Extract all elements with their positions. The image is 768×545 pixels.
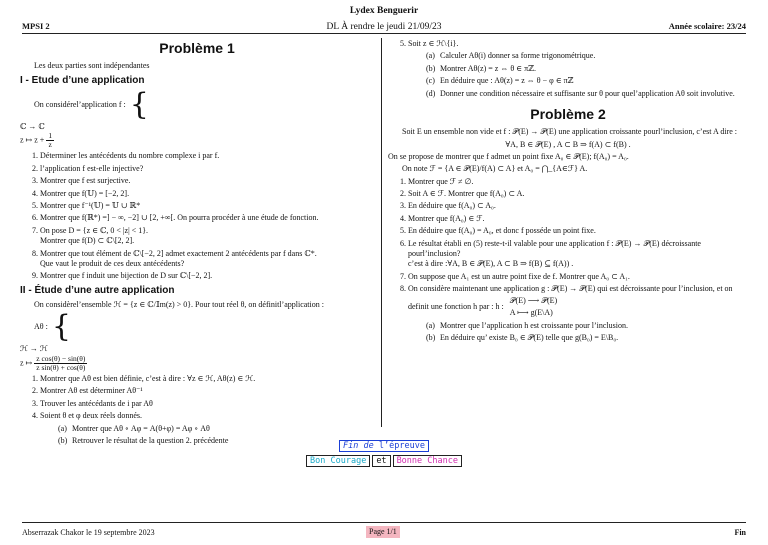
q2-4-a-text: Montrer que Aθ ∘ Aφ = A(θ+φ) = Aφ ∘ Aθ (72, 423, 210, 433)
part1-questions (20, 151, 374, 281)
a-frac-num: z cos(θ) − sin(θ) (36, 353, 86, 363)
a-line1: ℋ → ℋ (20, 344, 48, 354)
school-name: Lydex Benguerir (349, 6, 419, 16)
function-f-prefix: On considérel’application f : (34, 99, 126, 109)
problem1-intro: Les deux parties sont indépendantes (34, 61, 150, 71)
f-frac-num: 1 (48, 130, 53, 140)
a-frac-den: z sin(θ) + cos(θ) (36, 362, 86, 372)
right-column (388, 37, 748, 345)
q1-7-text: On pose D = {z ∈ ℂ, 0 < |z| < 1}. (40, 225, 149, 235)
part2-intro: On considèrel’ensemble ℋ = {z ∈ ℂ/𝕀m(z) > 0}. Pour tout réel θ, on définitl’application : (34, 299, 324, 309)
q1-1: 1. Déterminer les antécédents du nombre complexe i par f. (40, 151, 374, 161)
q2-5-c-text: En déduire que : Aθ(z) = z ⇔ θ − φ ∈ πℤ (440, 76, 574, 86)
part2-questions-cont (388, 39, 748, 99)
p2-q3: 3. En déduire que f(A₀) ⊂ A₀. (408, 201, 748, 211)
p2-q8 (408, 284, 748, 343)
a-line2 (20, 355, 374, 373)
p2-q6 (408, 239, 748, 270)
p2-q8-subquestions (408, 321, 748, 344)
footer-fin: Fin (734, 528, 746, 537)
h-definition (510, 295, 557, 319)
footer-rule (22, 522, 746, 523)
function-f-definition (20, 86, 374, 122)
left-column (20, 37, 374, 448)
bon-courage-box: Bon Courage (306, 455, 370, 467)
q1-3: 3. Montrer que f est surjective. (40, 176, 374, 186)
p2-q8-text: On considère maintenant une application g : 𝒫(E) → 𝒫(E) qui est décroissante pour l’inclusion, et on definit une fonction h par : h : (408, 284, 733, 311)
f-line2 (20, 132, 374, 150)
header-rule (22, 33, 746, 34)
p2-q8-a-label: (a) (426, 320, 435, 330)
q2-5-a (426, 51, 748, 61)
footer-author: Abserrazak Chakor le 19 septembre 2023 (22, 528, 155, 537)
p2-q7: 7. On suppose que A₁ est un autre point fixe de f. Montrer que A₀ ⊂ A₁. (408, 272, 748, 282)
problem1-title: Problème 1 (159, 40, 235, 56)
a-line2-text: z ↦ (20, 358, 33, 368)
a-theta-label: Aθ : (34, 322, 48, 331)
problem2-title: Problème 2 (530, 105, 606, 122)
f-line2-text: z ↦ z + (20, 135, 45, 145)
q1-8-text: Montrer que tout élément de ℂ\[−2, 2] admet exactement 2 antécédents par f dans ℂ*. (40, 248, 317, 258)
q2-4-b-label: (b) (58, 436, 68, 445)
part1-title: I - Etude d’une application (20, 74, 145, 86)
page-header (22, 0, 746, 34)
h-line2: A ⟼ g(E\A) (509, 307, 553, 317)
p2-q2: 2. Soit A ∈ ℱ. Montrer que f(A₀) ⊂ A. (408, 189, 748, 199)
q1-7-extra: Montrer que f(D) ⊂ ℂ\[2, 2]. (40, 236, 135, 246)
part2-questions (20, 374, 374, 446)
croissance-def: ∀A, B ∈ 𝒫(E) , A ⊂ B ⇒ f(A) ⊂ f(B) . (505, 139, 631, 149)
q2-4-text: Soient θ et φ deux réels donnés. (40, 411, 142, 421)
q1-4: 4. Montrer que f(𝕌) = [−2, 2]. (40, 189, 374, 199)
q2-4-a (58, 424, 374, 434)
bonne-chance-box: Bonne Chance (393, 455, 462, 467)
q2-5-a-text: Calculer Aθ(i) donner sa forme trigonométrique. (440, 51, 596, 61)
q2-4-b-text: Retrouver le résultat de la question 2. précédente (72, 436, 229, 445)
q1-5: 5. Montrer que f⁻¹(𝕌) = 𝕌 ∪ ℝ* (40, 201, 374, 211)
q1-8-extra: Que vaut le produit de ces deux antécédents? (40, 258, 185, 268)
p2-q8-b-text: En déduire qu’ existe B₀ ∈ 𝒫(E) telle que g(B₀) = E\B₀. (440, 333, 619, 342)
q2-5-d-label: (d) (426, 88, 436, 98)
p2-q1: 1. Montrer que ℱ ≠ ∅. (408, 177, 748, 187)
q1-6: 6. Montrer que f(ℝ*) =] − ∞, −2] ∪ [2, +∞[. On pourra procéder à une étude de fonction. (40, 213, 374, 223)
assignment-title: DL À rendre le jeudi 21/09/23 (326, 22, 442, 32)
p2-q6-extra: c’est à dire :∀A, B ∈ 𝒫(E), A ⊂ B ⇒ f(B) ⊆ f(A)) . (408, 259, 574, 269)
q2-5-b (426, 64, 748, 74)
p2-q8-b-label: (b) (426, 333, 436, 342)
a-theta-brace: { (51, 309, 71, 345)
q2-3: 3. Trouver les antécédants de i par Aθ (40, 399, 374, 409)
h-line1: 𝒫(E) ⟶ 𝒫(E) (509, 295, 558, 305)
p2-q6-text: Le résultat établi en (5) reste-t-il valable pour une application f : 𝒫(E) → 𝒫(E) décroissante pourl’inclusion? (408, 238, 701, 259)
problem2-goal: On se propose de montrer que f admet un point fixe A₀ ∈ 𝒫(E); f(A₀) = A₀. (388, 151, 629, 161)
epreuve-text: l’épreuve (378, 441, 425, 451)
p2-q8-a-text: Montrer que l’application h est croissante pour l’inclusion. (440, 320, 628, 330)
q1-7 (40, 226, 374, 247)
q2-5 (408, 39, 748, 99)
q2-4-a-label: (a) (58, 423, 67, 433)
p2-q8-b (426, 333, 748, 343)
part2-title: II - Étude d’une autre application (20, 284, 175, 296)
problem2-notation: On note ℱ = {A ∈ 𝒫(E)/f(A) ⊂ A} et A₀ = ⋂_{A∈ℱ} A. (402, 164, 588, 174)
column-separator (381, 38, 382, 427)
f-fraction (46, 132, 54, 150)
q2-5-subquestions (408, 51, 748, 99)
q2-5-c-label: (c) (426, 76, 435, 86)
f-line1: ℂ → ℂ (20, 121, 45, 131)
a-fraction (34, 355, 87, 373)
p2-q8-a (426, 321, 748, 331)
q1-8 (40, 249, 374, 270)
q2-5-d-text: Donner une condition nécessaire et suffisante sur θ pour quel’application Aθ soit involutive. (440, 88, 735, 98)
q2-5-b-text: Montrer Aθ(z) = z ⇔ θ ∈ πℤ. (440, 63, 536, 73)
q1-9: 9. Montrer que f induit une bijection de D sur ℂ\[−2, 2]. (40, 271, 374, 281)
fin-epreuve-box (339, 440, 429, 452)
f-frac-den: z (48, 140, 52, 150)
et-box: et (372, 455, 390, 467)
q2-5-a-label: (a) (426, 51, 435, 61)
problem2-intro: Soit E un ensemble non vide et f : 𝒫(E) → 𝒫(E) une application croissante pourl’inclusion, c’est A dire : (402, 127, 738, 137)
p2-q4: 4. Montrer que f(A₀) ∈ ℱ. (408, 214, 748, 224)
school-year: Année scolaire: 23/24 (668, 21, 746, 31)
q2-5-b-label: (b) (426, 63, 436, 73)
q2-5-text: Soit z ∈ ℋ\{i}. (408, 39, 459, 48)
end-of-exam-banner (0, 440, 768, 467)
function-f-brace: { (129, 86, 149, 122)
page-number: Page 1/1 (366, 526, 400, 538)
a-theta-definition (20, 309, 374, 345)
q2-1: 1. Montrer que Aθ est bien définie, c’est à dire : ∀z ∈ ℋ, Aθ(z) ∈ ℋ. (40, 374, 374, 384)
p2-q5: 5. En déduire que f(A₀) = A₀, et donc f posséde un point fixe. (408, 226, 748, 236)
q2-5-d (426, 89, 748, 99)
q1-2: 2. l’application f est-elle injective? (40, 164, 374, 174)
problem2-questions (388, 177, 748, 344)
class-name: MPSI 2 (22, 21, 50, 31)
fin-text: Fin de (343, 441, 374, 451)
q2-2: 2. Montrer Aθ est déterminer Aθ⁻¹ (40, 386, 374, 396)
q2-5-c (426, 76, 748, 86)
